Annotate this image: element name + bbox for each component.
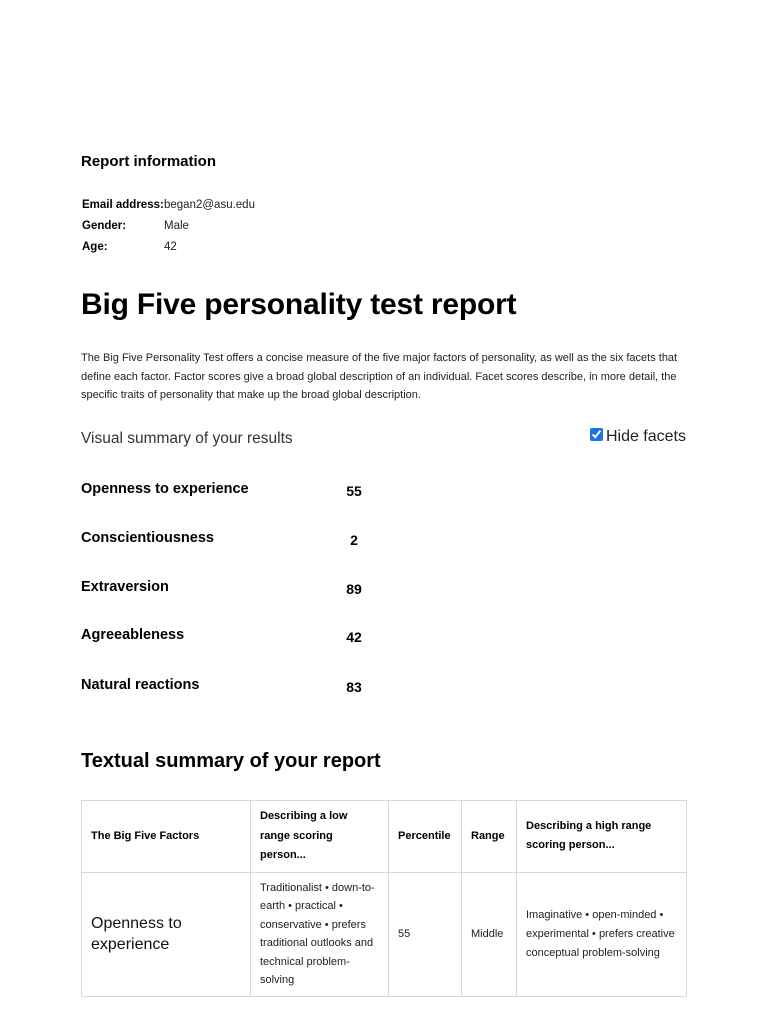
- factor-name: Extraversion: [81, 579, 169, 595]
- factor-score: 89: [346, 581, 362, 597]
- header-big-five-factors: The Big Five Factors: [82, 801, 251, 873]
- cell-factor: Openness to experience: [82, 872, 251, 997]
- header-high-range: Describing a high range scoring person...: [517, 801, 687, 873]
- table-row: [82, 872, 687, 997]
- factor-row-agreeableness: [81, 627, 381, 649]
- table-header-row: [82, 801, 687, 873]
- cell-high-description: Imaginative • open-minded • experimental • prefers creative conceptual problem-solving: [517, 872, 687, 997]
- cell-percentile: 55: [389, 872, 462, 997]
- info-row-gender: [82, 220, 189, 236]
- gender-value: Male: [164, 220, 189, 232]
- hide-facets-label: Hide facets: [605, 428, 686, 445]
- info-row-age: [82, 241, 177, 257]
- factor-name: Agreeableness: [81, 627, 185, 643]
- intro-paragraph: The Big Five Personality Test offers a concise measure of the five major factors of personality, as well as the six facets that define each factor. Factor scores give a broad global description of an individual. Facet scores describe, in more detail, the specific traits of personality that make up the broad global description.: [81, 352, 678, 401]
- cell-range: Middle: [462, 872, 517, 997]
- factor-score: 2: [350, 532, 358, 548]
- gender-label: Gender:: [82, 220, 127, 232]
- factor-name: Conscientiousness: [81, 530, 214, 546]
- factor-row-conscientiousness: [81, 530, 381, 552]
- factor-score: 83: [346, 679, 362, 695]
- header-range: Range: [462, 801, 517, 873]
- age-label: Age:: [82, 241, 108, 253]
- header-percentile: Percentile: [389, 801, 462, 873]
- report-info-title: Report information: [81, 153, 216, 170]
- textual-summary-title: Textual summary of your report: [81, 750, 381, 772]
- age-value: 42: [164, 241, 177, 253]
- factor-row-openness: [81, 481, 381, 503]
- factor-name: Openness to experience: [81, 481, 249, 497]
- info-row-email: [82, 199, 255, 215]
- header-low-range: Describing a low range scoring person...: [251, 801, 389, 873]
- page-title: Big Five personality test report: [81, 288, 517, 321]
- factor-score: 42: [346, 629, 362, 645]
- factor-name: Natural reactions: [81, 677, 200, 693]
- hide-facets-toggle[interactable]: [590, 428, 686, 446]
- cell-low-description: Traditionalist • down-to-earth • practical • conservative • prefers traditional outlooks and technical problem-solving: [251, 872, 389, 997]
- hide-facets-checkbox[interactable]: [590, 428, 603, 441]
- factor-row-extraversion: [81, 579, 381, 601]
- summary-table: [81, 800, 687, 997]
- email-label: Email address:: [82, 199, 164, 211]
- visual-summary-title: Visual summary of your results: [81, 430, 293, 447]
- email-value: began2@asu.edu: [164, 199, 255, 211]
- factor-score: 55: [346, 483, 362, 499]
- factor-row-natural-reactions: [81, 677, 381, 699]
